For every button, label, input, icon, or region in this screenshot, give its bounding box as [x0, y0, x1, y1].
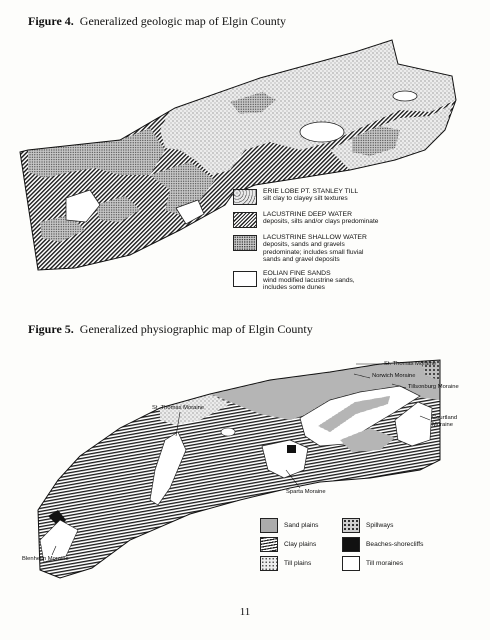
- legend-till-plains: [260, 556, 311, 571]
- till-swatch: [233, 189, 257, 205]
- till-plains-swatch: [260, 556, 278, 571]
- label-st-thomas-moraine-top: St. Thomas Moraine: [384, 361, 437, 367]
- legend-clay-plains: [260, 537, 316, 552]
- figure4-legend: [233, 188, 463, 298]
- legend-shallow-desc: deposits, sands and gravels predominate; includes small fluvial sands and gravel deposits: [263, 241, 364, 264]
- legend-eolian-name: EOLIAN FINE SANDS: [263, 269, 331, 277]
- legend-spillways-label: Spillways: [366, 522, 394, 529]
- label-courtland-moraine-1: Courtland: [432, 415, 458, 421]
- label-courtland-moraine-2: Moraine: [432, 422, 453, 428]
- legend-till-desc: silt clay to clayey silt textures: [263, 195, 348, 203]
- figure5-caption: [28, 322, 313, 337]
- sand-plains-swatch: [260, 518, 278, 533]
- legend-item-shallow: [233, 234, 463, 264]
- legend-beaches-label: Beaches-shorecliffs: [366, 541, 424, 548]
- legend-eolian-desc: wind modified lacustrine sands, includes some dunes: [263, 277, 355, 292]
- legend-sand-plains-label: Sand plains: [284, 522, 319, 529]
- legend-item-eolian: [233, 270, 463, 292]
- legend-deep-desc: deposits, silts and/or clays predominate: [263, 218, 379, 226]
- legend-beaches: [342, 537, 423, 552]
- page-number: 11: [239, 606, 251, 618]
- legend-till-moraines-label: Till moraines: [366, 560, 404, 567]
- eolian-patch-4: [393, 91, 417, 101]
- legend-shallow-name: LACUSTRINE SHALLOW WATER: [263, 234, 367, 241]
- deep-water-swatch: [233, 212, 257, 228]
- label-tillsonburg-moraine: Tillsonburg Moraine: [408, 384, 459, 390]
- till-moraine-patch: [221, 428, 235, 436]
- legend-till-moraines: [342, 556, 403, 571]
- figure5-label: Figure 5.: [28, 322, 74, 336]
- beaches-swatch: [342, 537, 360, 552]
- figure4-label: Figure 4.: [28, 14, 74, 28]
- eolian-swatch: [233, 271, 257, 287]
- label-sparta-moraine: Sparta Moraine: [286, 489, 326, 495]
- legend-item-till: [233, 188, 463, 205]
- label-norwich-moraine: Norwich Moraine: [372, 373, 416, 379]
- legend-spillways: [342, 518, 393, 533]
- legend-deep-name: LACUSTRINE DEEP WATER: [263, 211, 353, 218]
- label-st-thomas-moraine-left: St. Thomas Moraine: [152, 405, 205, 411]
- legend-item-deep: [233, 211, 463, 228]
- legend-sand-plains: [260, 518, 318, 533]
- legend-clay-plains-label: Clay plains: [284, 541, 317, 548]
- label-blenheim-moraine: Blenheim Moraine: [22, 556, 69, 562]
- beach-sparta: [287, 445, 296, 453]
- till-moraines-swatch: [342, 556, 360, 571]
- figure5-title: Generalized physiographic map of Elgin County: [79, 322, 313, 336]
- legend-till-name: ERIE LOBE PT. STANLEY TILL: [263, 188, 359, 195]
- figure4-title: Generalized geologic map of Elgin County: [79, 14, 287, 28]
- legend-till-plains-label: Till plains: [284, 560, 312, 567]
- shallow-water-swatch: [233, 235, 257, 251]
- figure5-physiographic-map: [30, 350, 450, 590]
- spillways-swatch: [342, 518, 360, 533]
- clay-plains-swatch: [260, 537, 278, 552]
- eolian-patch-1: [300, 122, 344, 142]
